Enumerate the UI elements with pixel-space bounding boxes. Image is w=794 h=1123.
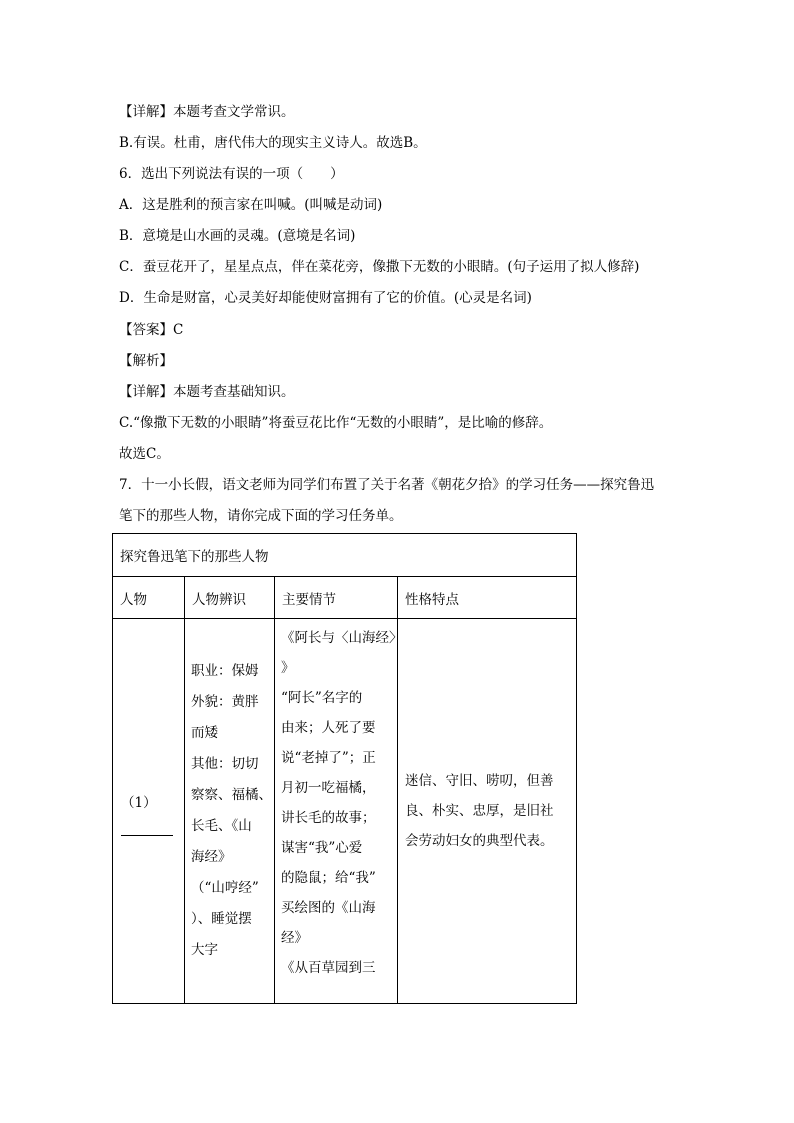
- question-7-cont: 笔下的那些人物，请你完成下面的学习任务单。: [119, 508, 403, 524]
- text-line: 故选C。: [119, 446, 170, 462]
- traits-line: 会劳动妇女的典型代表。: [405, 833, 554, 849]
- plot-line: 由来；人死了要: [281, 720, 376, 736]
- answer-label: 【答案】C: [119, 322, 184, 338]
- traits-line: 迷信、守旧、唠叨，但善: [405, 773, 554, 789]
- traits-cell: [398, 619, 577, 1004]
- plot-line: 讲长毛的故事；: [281, 810, 376, 826]
- plot-line: 经》: [281, 930, 308, 946]
- text-line: C.“像撒下无数的小眼睛”将蚕豆花比作“无数的小眼睛”，是比喻的修辞。: [119, 415, 553, 431]
- identity-cell: [185, 619, 275, 1004]
- table-title: 探究鲁迅笔下的那些人物: [113, 534, 577, 577]
- plot-cell: [275, 619, 403, 1004]
- identity-line: 大字: [191, 942, 218, 958]
- identity-line: 长毛、《山: [191, 818, 252, 834]
- identity-line: 其他：切切: [191, 756, 259, 772]
- option-a: A．这是胜利的预言家在叫喊。(叫喊是动词): [119, 197, 383, 213]
- detail-label: 【详解】本题考查基础知识。: [119, 384, 295, 400]
- plot-line: “阿长”名字的: [281, 690, 363, 706]
- option-d: D．生命是财富，心灵美好却能使财富拥有了它的价值。(心灵是名词): [119, 290, 532, 306]
- person-number: （1）: [121, 794, 157, 811]
- plot-line: 》: [281, 660, 295, 676]
- question-7: 7．十一小长假，语文老师为同学们布置了关于名著《朝花夕拾》的学习任务——探究鲁迅: [119, 477, 655, 493]
- header-person: 人物: [113, 577, 185, 619]
- header-traits: 性格特点: [398, 577, 577, 619]
- plot-lines: [275, 619, 403, 983]
- analysis-label: 【解析】: [119, 353, 173, 369]
- plot-line: 买绘图的《山海: [281, 900, 376, 916]
- header-identity: 人物辨识: [185, 577, 275, 619]
- question-6: 6．选出下列说法有误的一项（ ）: [119, 166, 344, 182]
- person-cell: [113, 619, 185, 1004]
- identity-line: 职业：保姆: [191, 663, 259, 679]
- plot-line: 说“老掉了”；正: [281, 750, 376, 766]
- text-line: B.有误。杜甫，唐代伟大的现实主义诗人。故选B。: [119, 135, 427, 151]
- option-c: C．蚕豆花开了，星星点点，伴在菜花旁，像撒下无数的小眼睛。(句子运用了拟人修辞): [119, 259, 640, 275]
- task-table: [112, 533, 577, 1004]
- plot-line: 谋害“我”心爱: [281, 840, 363, 856]
- plot-line: 《阿长与〈山海经〉: [281, 630, 403, 646]
- answer-blank[interactable]: [121, 823, 173, 836]
- text-line: 【详解】本题考查文学常识。: [119, 104, 295, 120]
- option-b: B．意境是山水画的灵魂。(意境是名词): [119, 228, 356, 244]
- identity-line: （“山哼经”: [191, 880, 259, 896]
- plot-line: 月初一吃福橘，: [281, 780, 376, 796]
- identity-line: 海经》: [191, 849, 232, 865]
- header-plot: 主要情节: [275, 577, 398, 619]
- identity-line: 而矮: [191, 725, 218, 741]
- identity-line: 外貌：黄胖: [191, 694, 259, 710]
- identity-lines: [185, 656, 274, 966]
- traits-lines: [398, 766, 576, 856]
- traits-line: 良、朴实、忠厚，是旧社: [405, 803, 554, 819]
- plot-line: 《从百草园到三: [281, 960, 376, 976]
- plot-line: 的隐鼠；给“我”: [281, 870, 376, 886]
- identity-line: 察察、福橘、: [191, 787, 272, 803]
- identity-line: ）、睡觉摆: [191, 911, 252, 927]
